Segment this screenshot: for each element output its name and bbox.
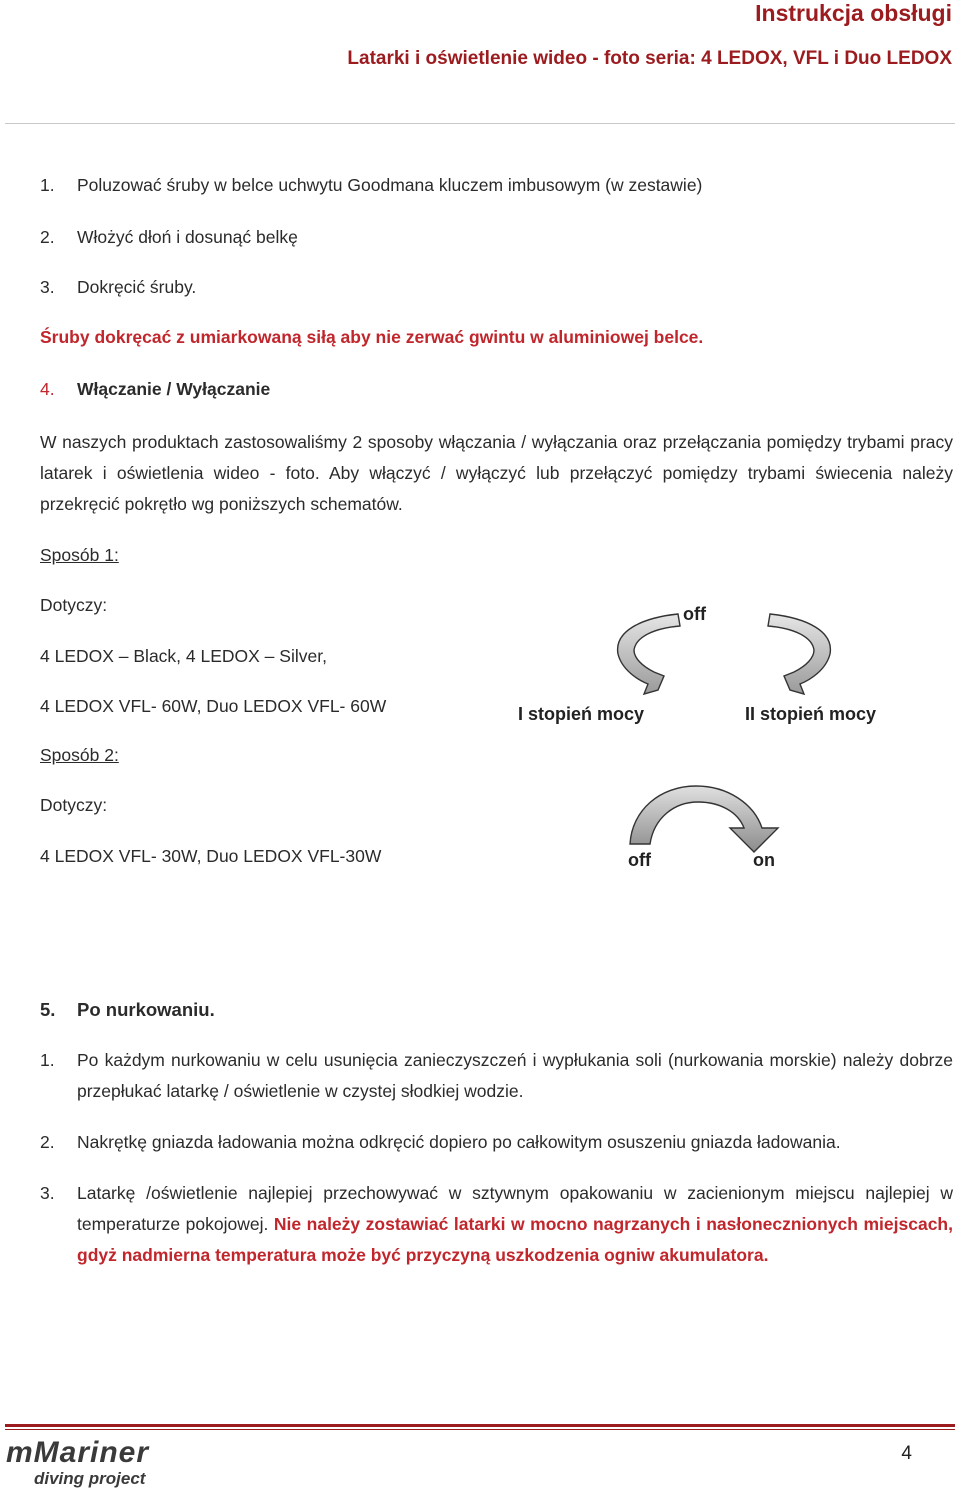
step-3: [0, 272, 960, 303]
footer-divider: [5, 1424, 955, 1427]
section-5-heading: [0, 994, 960, 1025]
method-1-models-2: 4 LEDOX VFL- 60W, Duo LEDOX VFL- 60W: [40, 696, 387, 716]
section-number: 4.: [40, 379, 55, 399]
section-number: 5.: [40, 999, 56, 1020]
diagram-1-left-label: I stopień mocy: [518, 704, 645, 724]
logo-wordmark: mMariner: [6, 1436, 150, 1469]
screw-warning: Śruby dokręcać z umiarkowaną siłą aby nie zerwać gwintu w aluminiowej belce.: [40, 327, 704, 347]
item-number: 1.: [40, 1050, 55, 1070]
page-number: 4: [901, 1443, 912, 1464]
item-number: 2.: [40, 1132, 55, 1152]
arrow-clockwise-icon: [630, 786, 778, 852]
aftercare-item-3: [0, 1178, 960, 1302]
item-text: Nakrętkę gniazda ładowania można odkręcić dopiero po całkowitym osuszeniu gniazda ładowania.: [77, 1132, 841, 1152]
method-2-title: Sposób 2:: [40, 745, 119, 765]
diagram-2-right-label: on: [753, 850, 775, 870]
step-2: [0, 222, 960, 253]
section-title: Po nurkowaniu.: [77, 999, 215, 1020]
step-text: Poluzować śruby w belce uchwytu Goodmana kluczem imbusowym (w zestawie): [77, 175, 703, 195]
method-2-diagram: [620, 780, 790, 855]
method-1-models-1: 4 LEDOX – Black, 4 LEDOX – Silver,: [40, 646, 327, 666]
section-title: Włączanie / Wyłączanie: [77, 379, 271, 399]
arrow-counterclockwise-icon: [618, 614, 680, 694]
diagram-2-left-label: off: [628, 850, 651, 870]
method-1-diagram: [600, 590, 930, 700]
step-1: [0, 170, 960, 201]
item-text-normal: Latarkę /oświetlenie najlepiej przechowywać w sztywnym opakowaniu w zacienionym miejscu najlepiej w temperaturze pokojowej.: [77, 1183, 953, 1234]
method-2-applies: Dotyczy:: [40, 795, 108, 815]
item-text: [77, 1178, 953, 1271]
method-1-applies: Dotyczy:: [40, 595, 108, 615]
heat-warning: Nie należy zostawiać latarki w mocno nagrzanych i nasłonecznionych miejscach, gdyż nadmierna temperatura może być przyczyną uszkodzenia ogniw akumulatora.: [77, 1214, 953, 1265]
diagram-1-right-label: II stopień mocy: [745, 704, 877, 724]
step-number: 3.: [40, 277, 55, 297]
aftercare-item-1: [0, 1045, 960, 1107]
arrow-clockwise-icon: [768, 614, 830, 694]
step-number: 1.: [40, 175, 55, 195]
section-4-heading: [0, 374, 960, 405]
section-4-paragraph: W naszych produktach zastosowaliśmy 2 sposoby włączania / wyłączania oraz przełączania pomiędzy trybami pracy latarek i oświetlenia wideo - foto. Aby włączyć / wyłączyć lub przełączyć pomiędzy trybami świecenia należy przekręcić pokrętło wg poniższych schematów.: [40, 432, 953, 514]
step-text: Włożyć dłoń i dosunąć belkę: [77, 227, 298, 247]
footer-divider-thin: [5, 1429, 955, 1430]
document-title: Instrukcja obsługi: [755, 0, 952, 26]
header-divider: [5, 123, 955, 124]
step-number: 2.: [40, 227, 55, 247]
mmariner-logo: [6, 1436, 206, 1492]
aftercare-item-2: [0, 1127, 960, 1158]
item-text: Po każdym nurkowaniu w celu usunięcia zanieczyszczeń i wypłukania soli (nurkowania morskie) należy dobrze przepłukać latarkę / oświetlenie w czystej słodkiej wodzie.: [77, 1050, 953, 1101]
logo-tagline: diving project: [34, 1469, 146, 1488]
diagram-1-top-label: off: [683, 604, 706, 624]
item-number: 3.: [40, 1183, 55, 1203]
document-subtitle: Latarki i oświetlenie wideo - foto seria: 4 LEDOX, VFL i Duo LEDOX: [347, 48, 952, 69]
method-1-title: Sposób 1:: [40, 545, 119, 565]
step-text: Dokręcić śruby.: [77, 277, 197, 297]
method-2-models: 4 LEDOX VFL- 30W, Duo LEDOX VFL-30W: [40, 846, 382, 866]
